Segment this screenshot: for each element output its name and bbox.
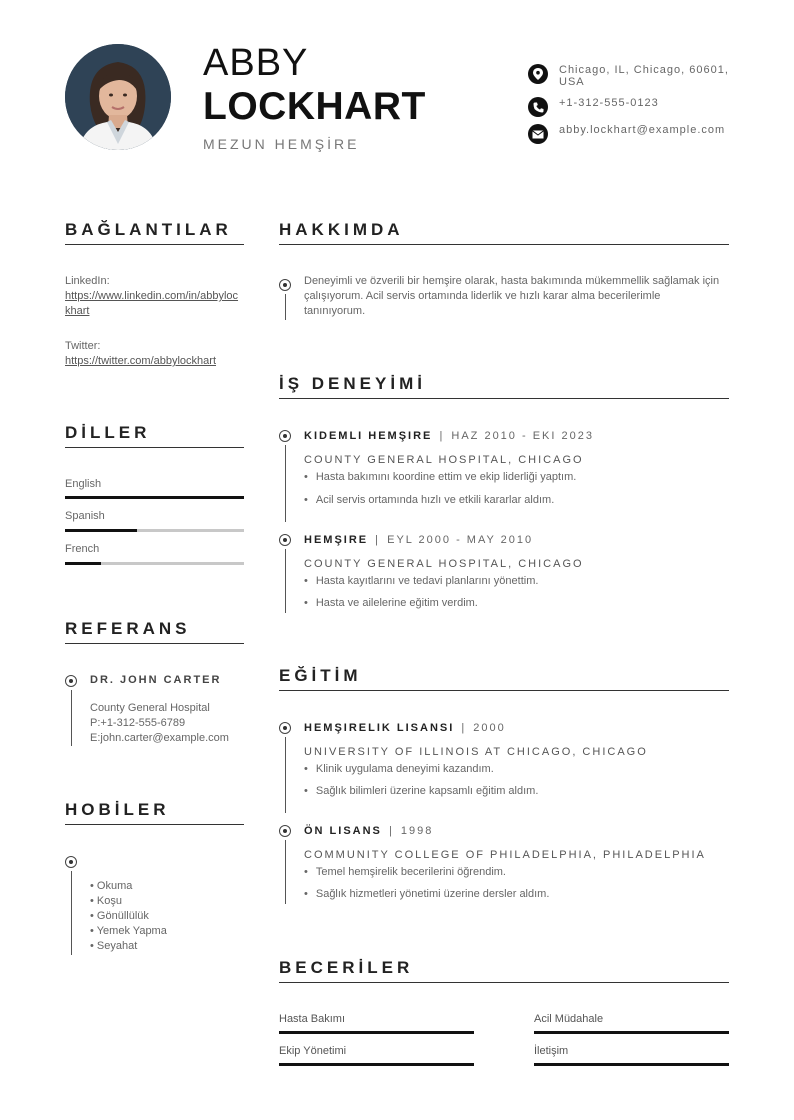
hobbies-heading: HOBİLER [65, 800, 170, 819]
timeline-dot-icon [65, 856, 77, 868]
language-level-fill [65, 496, 244, 499]
job-bullet: • Hasta bakımını koordine ettim ve ekip liderliği yaptım. [304, 471, 576, 483]
hobbies-divider [65, 824, 244, 825]
skill-name: İletişim [534, 1045, 569, 1057]
degree-name: HEMŞIRELIK LISANSI [304, 722, 455, 734]
contact-phone [528, 97, 729, 117]
mail-icon [528, 124, 548, 144]
school-name: UNIVERSITY OF ILLINOIS AT CHICAGO, CHICAGO [304, 746, 648, 758]
linkedin-label: LinkedIn: [65, 275, 110, 287]
timeline-line [71, 871, 72, 955]
degree-year: 1998 [400, 825, 434, 837]
timeline-line [285, 549, 286, 613]
reference-phone: P:+1-312-555-6789 [90, 717, 186, 729]
reference-email: E:john.carter@example.com [90, 732, 229, 744]
timeline-dot-icon [279, 534, 291, 546]
skill-level-fill [279, 1031, 474, 1034]
job-role: KIDEMLI HEMŞIRE [304, 430, 433, 442]
hobby-item: • Seyahat [90, 939, 167, 954]
timeline-line [285, 294, 286, 320]
about-text: Deneyimli ve özverili bir hemşire olarak, hasta bakımında mükemmellik sağlamak için çalışıyorum. Acil servis ortamında liderlik ve hızlı karar alma becerilerimle tanınıyorum. [304, 275, 720, 317]
hobby-item: • Okuma [90, 879, 167, 894]
reference-name: DR. JOHN CARTER [90, 674, 222, 686]
hobbies-list [90, 879, 167, 954]
job-dates: HAZ 2010 - EKI 2023 [451, 430, 594, 442]
timeline-dot-icon [279, 722, 291, 734]
education-entry-title: ÖN LISANS | 1998 [304, 825, 434, 837]
skill-level-bar [279, 1031, 474, 1034]
education-entry-title: HEMŞIRELIK LISANSI | 2000 [304, 722, 506, 734]
links-divider [65, 244, 244, 245]
skill-level-bar [534, 1031, 729, 1034]
job-organization: COUNTY GENERAL HOSPITAL, CHICAGO [304, 558, 584, 570]
skill-level-fill [279, 1063, 474, 1066]
education-divider [279, 690, 729, 691]
job-bullet: • Hasta kayıtlarını ve tedavi planlarını yönettim. [304, 575, 538, 587]
language-level-fill [65, 562, 101, 565]
job-role: HEMŞIRE [304, 534, 369, 546]
language-level-bar [65, 562, 244, 565]
experience-entry-title: HEMŞIRE | EYL 2000 - MAY 2010 [304, 534, 534, 546]
job-bullet: • Hasta ve ailelerine eğitim verdim. [304, 597, 478, 609]
links-heading: BAĞLANTILAR [65, 220, 232, 239]
language-name: Spanish [65, 510, 105, 522]
location-pin-icon [528, 64, 548, 84]
job-bullet: • Acil servis ortamında hızlı ve etkili kararlar aldım. [304, 494, 554, 506]
skill-name: Hasta Bakımı [279, 1013, 346, 1025]
timeline-dot-icon [279, 430, 291, 442]
languages-heading: DİLLER [65, 423, 151, 442]
timeline-line [71, 690, 72, 746]
references-heading: REFERANS [65, 619, 191, 638]
skill-level-fill [534, 1063, 729, 1066]
languages-divider [65, 447, 244, 448]
education-bullet: • Sağlık hizmetleri yönetimi üzerine dersler aldım. [304, 888, 549, 900]
contact-address [528, 64, 729, 88]
skill-level-bar [534, 1063, 729, 1066]
twitter-link[interactable]: https://twitter.com/abbylockhart [65, 355, 217, 367]
language-level-bar [65, 529, 244, 532]
degree-name: ÖN LISANS [304, 825, 382, 837]
about-divider [279, 244, 729, 245]
phone-text: +1-312-555-0123 [559, 97, 659, 109]
education-bullet: • Sağlık bilimleri üzerine kapsamlı eğitim aldım. [304, 785, 538, 797]
timeline-line [285, 737, 286, 813]
degree-year: 2000 [473, 722, 506, 734]
language-name: English [65, 478, 102, 490]
timeline-dot-icon [279, 825, 291, 837]
experience-entry-title: KIDEMLI HEMŞIRE | HAZ 2010 - EKI 2023 [304, 430, 594, 442]
hobby-item: • Koşu [90, 894, 167, 909]
references-divider [65, 643, 244, 644]
experience-heading: İŞ DENEYİMİ [279, 374, 426, 393]
hobby-item: • Gönüllülük [90, 909, 167, 924]
phone-icon [528, 97, 548, 117]
skill-level-bar [279, 1063, 474, 1066]
skills-divider [279, 982, 729, 983]
education-bullet: • Temel hemşirelik becerilerini öğrendim. [304, 866, 506, 878]
timeline-line [285, 445, 286, 522]
timeline-line [285, 840, 286, 904]
reference-org: County General Hospital [90, 702, 210, 714]
job-organization: COUNTY GENERAL HOSPITAL, CHICAGO [304, 454, 584, 466]
education-heading: EĞİTİM [279, 666, 362, 685]
job-title: MEZUN HEMŞİRE [203, 136, 360, 152]
timeline-dot-icon [65, 675, 77, 687]
email-text: abby.lockhart@example.com [559, 124, 726, 136]
twitter-label: Twitter: [65, 340, 101, 352]
first-name: ABBY [203, 42, 309, 84]
education-bullet: • Klinik uygulama deneyimi kazandım. [304, 763, 494, 775]
profile-photo [65, 44, 171, 150]
job-dates: EYL 2000 - MAY 2010 [387, 534, 534, 546]
skill-level-fill [534, 1031, 729, 1034]
skill-name: Acil Müdahale [534, 1013, 604, 1025]
timeline-dot-icon [279, 279, 291, 291]
linkedin-link[interactable]: https://www.linkedin.com/in/abbylockhart [65, 290, 239, 317]
school-name: COMMUNITY COLLEGE OF PHILADELPHIA, PHILADELPHIA [304, 849, 706, 861]
last-name: LOCKHART [203, 85, 426, 128]
about-heading: HAKKIMDA [279, 220, 404, 239]
experience-divider [279, 398, 729, 399]
address-text: Chicago, IL, Chicago, 60601, USA [559, 64, 729, 88]
skill-name: Ekip Yönetimi [279, 1045, 347, 1057]
language-name: French [65, 543, 100, 555]
language-level-bar [65, 496, 244, 499]
hobby-item: • Yemek Yapma [90, 924, 167, 939]
contact-email [528, 124, 729, 144]
skills-heading: BECERİLER [279, 958, 414, 977]
language-level-fill [65, 529, 137, 532]
